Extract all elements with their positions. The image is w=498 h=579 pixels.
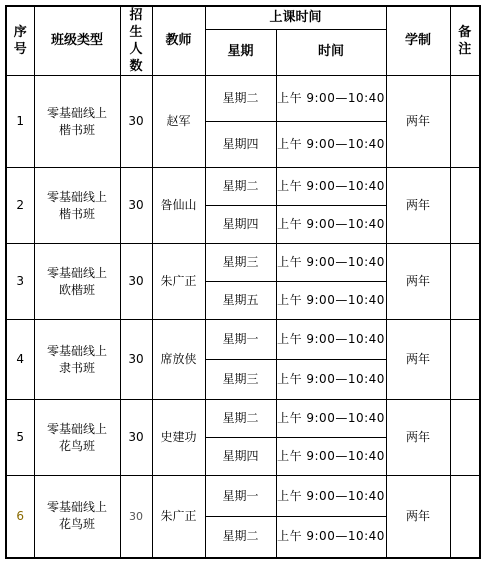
cell-time: 上午 9:00—10:40 [276, 517, 386, 558]
cell-weekday: 星期一 [205, 476, 276, 517]
cell-enroll: 30 [120, 320, 152, 400]
header-remark: 备注 [450, 6, 480, 76]
cell-enroll: 30 [120, 76, 152, 168]
cell-duration: 两年 [386, 168, 450, 244]
cell-seq: 6 [6, 476, 34, 558]
cell-duration: 两年 [386, 244, 450, 320]
header-duration: 学制 [386, 6, 450, 76]
cell-seq: 4 [6, 320, 34, 400]
cell-weekday: 星期三 [205, 244, 276, 282]
table-row [6, 320, 480, 360]
header-time: 时间 [276, 29, 386, 75]
cell-weekday: 星期二 [205, 76, 276, 122]
cell-weekday: 星期五 [205, 282, 276, 320]
cell-class-type: 零基础线上花鸟班 [34, 400, 120, 476]
cell-teacher: 朱广正 [152, 244, 205, 320]
cell-remark [450, 476, 480, 558]
cell-duration: 两年 [386, 476, 450, 558]
cell-class-type: 零基础线上楷书班 [34, 168, 120, 244]
header-weekday: 星期 [205, 29, 276, 75]
cell-weekday: 星期一 [205, 320, 276, 360]
cell-weekday: 星期三 [205, 360, 276, 400]
cell-teacher: 昝仙山 [152, 168, 205, 244]
cell-class-type: 零基础线上隶书班 [34, 320, 120, 400]
cell-class-type: 零基础线上花鸟班 [34, 476, 120, 558]
cell-time: 上午 9:00—10:40 [276, 476, 386, 517]
cell-weekday: 星期四 [205, 122, 276, 168]
cell-weekday: 星期二 [205, 517, 276, 558]
cell-enroll: 30 [120, 476, 152, 558]
header-enroll: 招生人数 [120, 6, 152, 76]
cell-class-type: 零基础线上楷书班 [34, 76, 120, 168]
cell-weekday: 星期四 [205, 438, 276, 476]
cell-weekday: 星期四 [205, 206, 276, 244]
header-row-top [6, 6, 480, 29]
header-schedule: 上课时间 [205, 6, 386, 29]
cell-remark [450, 76, 480, 168]
cell-seq: 2 [6, 168, 34, 244]
table-row [6, 476, 480, 517]
header-seq: 序号 [6, 6, 34, 76]
header-class-type: 班级类型 [34, 6, 120, 76]
class-schedule-table [5, 5, 481, 559]
cell-seq: 3 [6, 244, 34, 320]
cell-time: 上午 9:00—10:40 [276, 360, 386, 400]
cell-time: 上午 9:00—10:40 [276, 206, 386, 244]
table-row [6, 400, 480, 438]
cell-duration: 两年 [386, 400, 450, 476]
cell-time: 上午 9:00—10:40 [276, 76, 386, 122]
cell-remark [450, 400, 480, 476]
cell-duration: 两年 [386, 320, 450, 400]
cell-seq: 5 [6, 400, 34, 476]
cell-teacher: 赵军 [152, 76, 205, 168]
cell-enroll: 30 [120, 168, 152, 244]
cell-time: 上午 9:00—10:40 [276, 168, 386, 206]
cell-teacher: 朱广正 [152, 476, 205, 558]
cell-enroll: 30 [120, 400, 152, 476]
header-teacher: 教师 [152, 6, 205, 76]
cell-teacher: 席放侠 [152, 320, 205, 400]
cell-class-type: 零基础线上欧楷班 [34, 244, 120, 320]
cell-weekday: 星期二 [205, 168, 276, 206]
table-row [6, 168, 480, 206]
cell-time: 上午 9:00—10:40 [276, 282, 386, 320]
cell-time: 上午 9:00—10:40 [276, 438, 386, 476]
cell-remark [450, 168, 480, 244]
cell-weekday: 星期二 [205, 400, 276, 438]
table-row [6, 244, 480, 282]
cell-time: 上午 9:00—10:40 [276, 122, 386, 168]
cell-time: 上午 9:00—10:40 [276, 320, 386, 360]
cell-remark [450, 320, 480, 400]
cell-time: 上午 9:00—10:40 [276, 400, 386, 438]
cell-duration: 两年 [386, 76, 450, 168]
cell-time: 上午 9:00—10:40 [276, 244, 386, 282]
cell-teacher: 史建功 [152, 400, 205, 476]
cell-enroll: 30 [120, 244, 152, 320]
cell-remark [450, 244, 480, 320]
table-row [6, 76, 480, 122]
cell-seq: 1 [6, 76, 34, 168]
